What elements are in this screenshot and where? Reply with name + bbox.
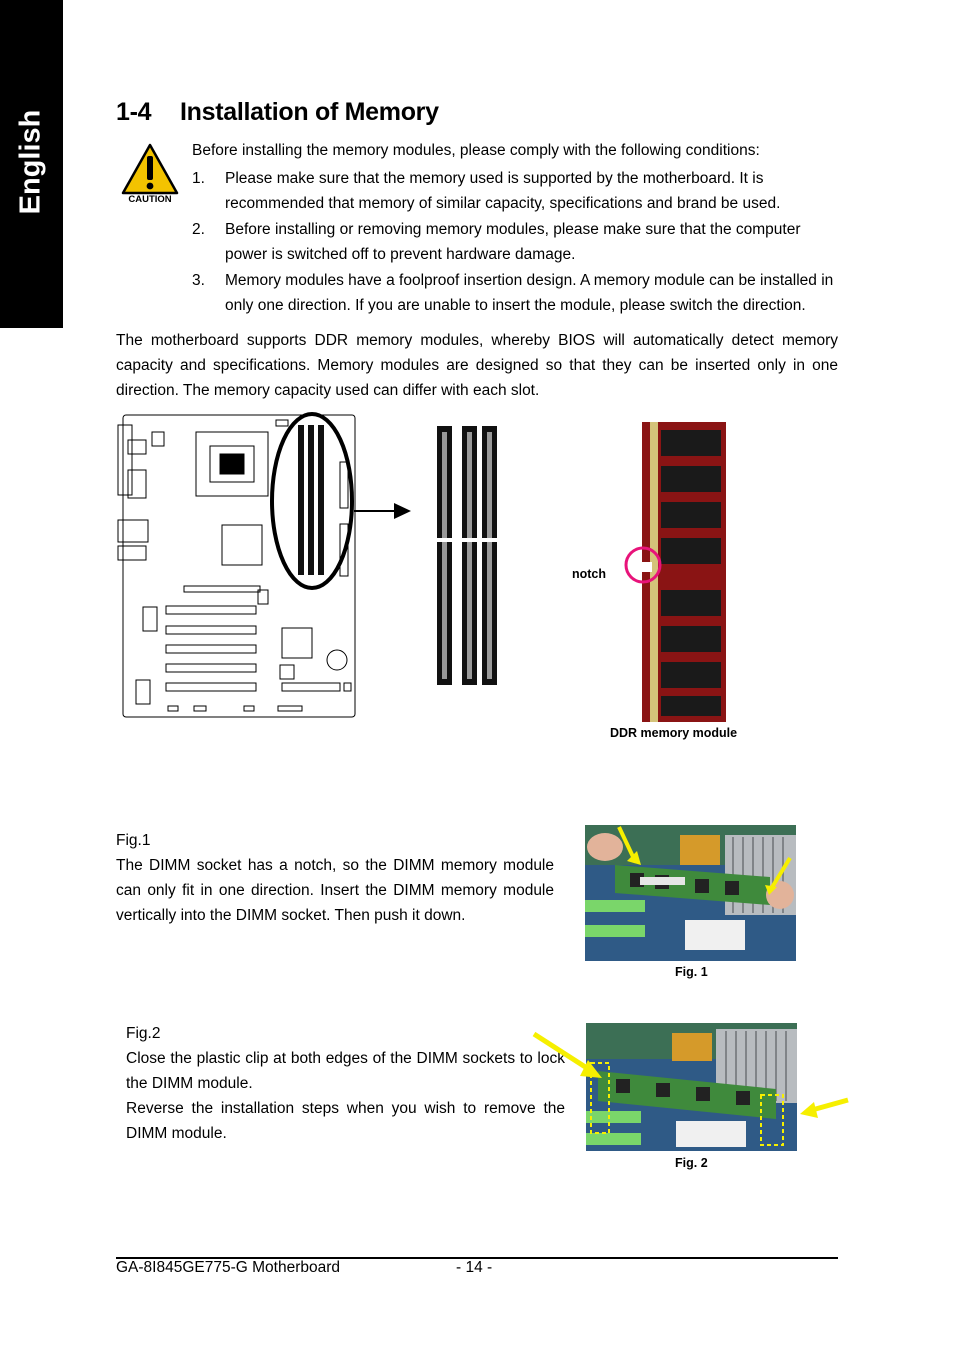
section-number: 1-4 <box>116 98 152 126</box>
dimm-slots-on-board <box>298 425 324 575</box>
fig2-body-2: Reverse the installation steps when you wish to remove the DIMM module. <box>126 1100 565 1142</box>
fig1-caption: Fig. 1 <box>675 965 708 979</box>
list-item: 2. Before installing or removing memory modules, please make sure that the computer power is switched off to prevent hardware damage. <box>192 221 801 263</box>
fig2-caption: Fig. 2 <box>675 1156 708 1170</box>
fig2-heading: Fig.2 <box>126 1025 161 1042</box>
section-title-text: Installation of Memory <box>180 98 439 126</box>
yellow-arrow-icon <box>580 1060 602 1078</box>
list-item: 1. Please make sure that the memory used is supported by the motherboard. It is recommended that memory of similar capacity, specifications and brand be used. <box>192 170 781 212</box>
list-item: 3. Memory modules have a foolproof insertion design. A memory module can be installed in only one direction. If you are unable to insert the module, please switch the direction. <box>192 272 834 314</box>
page-number: - 14 - <box>456 1259 493 1276</box>
intro-text: Before installing the memory modules, please comply with the following conditions: <box>192 142 760 159</box>
dimm-slots-enlarged <box>437 426 497 685</box>
caution-label: CAUTION <box>128 194 172 205</box>
fig1-heading: Fig.1 <box>116 832 151 849</box>
fig1-description <box>116 828 554 928</box>
fig2-description <box>126 1021 565 1146</box>
yellow-arrow-icon <box>800 1102 818 1118</box>
language-tab-label: English <box>14 109 47 215</box>
arrow-right-icon <box>394 503 411 519</box>
ddr-module-label: DDR memory module <box>610 726 738 740</box>
footer-model: GA-8I845GE775-G Motherboard <box>116 1259 341 1276</box>
fig2-arrows <box>530 1030 860 1140</box>
ddr-memory-module <box>642 422 726 722</box>
notch-label: notch <box>572 567 607 581</box>
memory-paragraph: The motherboard supports DDR memory modules, whereby BIOS will automatically detect memory capacity and specifications. Memory modules are designed so that they can be inserted only in one direction. The memory capacity used can differ with each slot. <box>116 332 838 399</box>
fig1-body: The DIMM socket has a notch, so the DIMM memory module can only fit in one direction. Insert the DIMM memory module vertically into the DIMM socket. Then push it down. <box>116 857 554 924</box>
fig2-body-1: Close the plastic clip at both edges of the DIMM sockets to lock the DIMM module. <box>126 1050 565 1092</box>
fig1-photo <box>585 825 796 961</box>
